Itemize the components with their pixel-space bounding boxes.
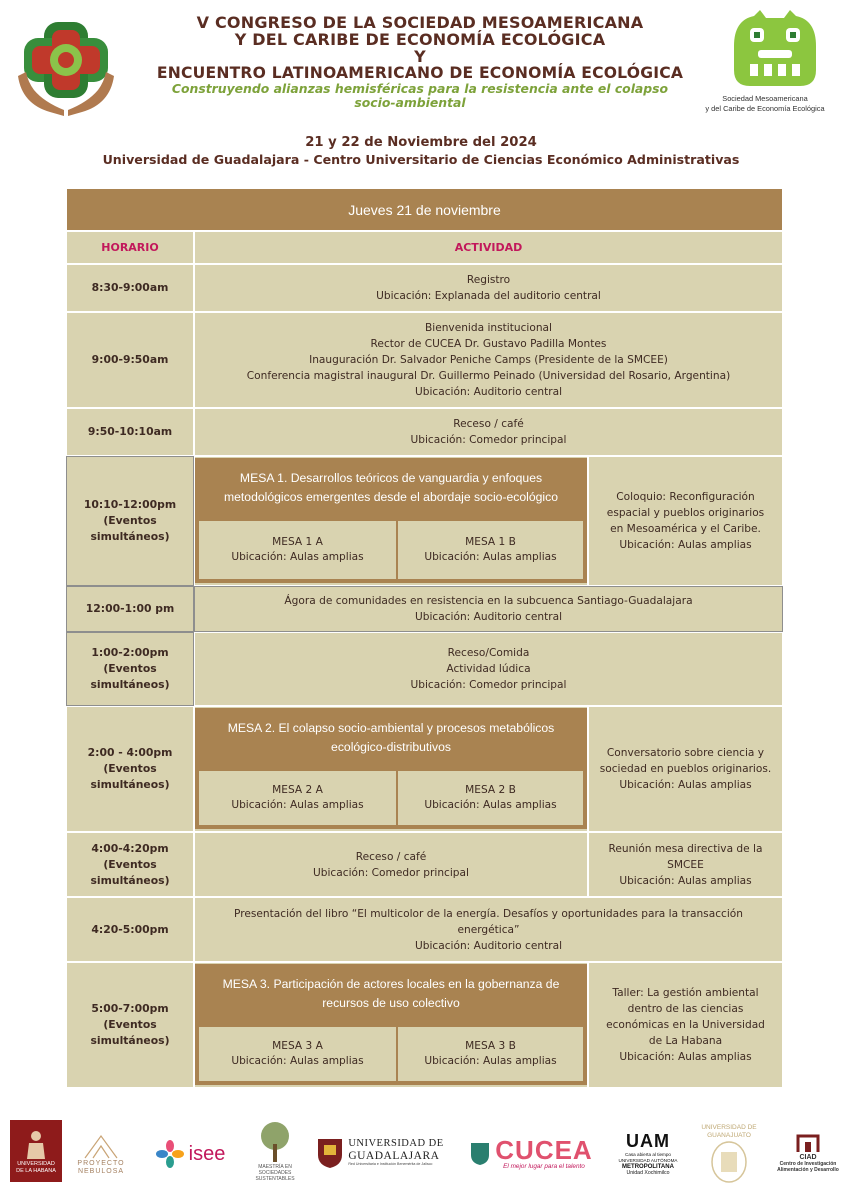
row-hour-7 [66,706,194,832]
event-venue: Universidad de Guadalajara - Centro Universitario de Ciencias Económico Administrativas [102,152,740,167]
uam-subtext: Unidad Xochimilco [626,1169,670,1176]
mesa-1a [199,521,396,579]
maestria-text: MAESTRÍA EN [258,1164,292,1170]
activity-location: Ubicación: Explanada del auditorio central [376,290,601,302]
row-hour-9: 4:20-5:00pm [66,897,194,962]
hour-note: simultáneos) [90,778,170,791]
row-activity-2 [194,312,783,408]
activity-line: Conferencia magistral inaugural Dr. Guillermo Peinado (Universidad del Rosario, Argentina) [246,370,731,382]
hour-note: simultáneos) [90,530,170,543]
uam-text: UAM [626,1130,670,1151]
mesa-1b [398,521,583,579]
ciad-subtext: Alimentación y Desarrollo [777,1166,839,1173]
udg-shield-icon [316,1135,344,1169]
side-line: espacial y pueblos originarios [606,507,765,519]
mesa-location: Ubicación: Aulas amplias [424,799,557,811]
mesa-location: Ubicación: Aulas amplias [424,551,557,563]
mesa-1-title: MESA 1. Desarrollos teóricos de vanguardia y enfoques metodológicos emergentes desde el abordaje socio-ecológico [195,458,587,517]
sponsor-logos [0,1106,842,1191]
nebulosa-logo [70,1128,132,1182]
guanajuato-seal-icon [709,1140,749,1184]
activity-line: energética” [457,923,520,936]
activity-location: Ubicación: Auditorio central [414,386,563,398]
smcee-caption-line-2: y del Caribe de Economía Ecológica [705,104,825,113]
mesa-location: Ubicación: Aulas amplias [231,1055,364,1067]
title-line-1: V CONGRESO DE LA SOCIEDAD MESOAMERICANA [196,13,644,32]
activity-line: Receso/Comida [447,647,530,659]
side-line: de La Habana [648,1035,723,1047]
side-line: Coloquio: Reconfiguración [616,491,755,503]
hour-line: 1:00-2:00pm [91,646,169,659]
nebulosa-text: PROYECTO [77,1160,125,1167]
habana-text: DE LA HABANA [16,1168,56,1174]
coloquio-cell [588,456,783,586]
hour-note: simultáneos) [90,678,170,691]
uam-subtext: Casa abierta al tiempo [625,1151,671,1157]
side-location: Ubicación: Aulas amplias [619,779,752,791]
row-hour-2: 9:00-9:50am [66,312,194,408]
mesa-3a [199,1027,396,1081]
side-line: económicas en la Universidad [606,1019,765,1031]
row-hour-1: 8:30-9:00am [66,264,194,312]
side-line: Reunión mesa directiva de la [608,842,763,855]
maestria-logo [246,1114,304,1188]
side-line: sociedad en pueblos originarios. [599,763,772,775]
row-hour-4 [66,456,194,586]
flower-icon [24,22,108,98]
habana-text: UNIVERSIDAD [17,1161,55,1167]
tent-icon [81,1134,121,1160]
schedule-table [66,188,783,1088]
mesa-2-title: MESA 2. El colapso socio-ambiental y procesos metabólicos ecológico-distributivos [195,708,587,767]
nebulosa-text: NEBULOSA [77,1168,125,1175]
cucea-shield-icon [469,1140,491,1166]
activity-line: Ágora de comunidades en resistencia en la subcuenca Santiago-Guadalajara [284,595,693,607]
activity-location: Ubicación: Comedor principal [410,434,567,446]
row-activity-5 [194,586,783,632]
mesa-location: Ubicación: Aulas amplias [231,551,364,563]
ciad-subtext: Centro de Investigación [779,1160,837,1167]
activity-line: Rector de CUCEA Dr. Gustavo Padilla Montes [370,338,607,350]
row-hour-8 [66,832,194,897]
activity-location: Ubicación: Auditorio central [414,939,563,952]
university-seal-icon [21,1127,51,1161]
cucea-text: CUCEA [495,1134,593,1165]
mesa-2a [199,771,396,825]
hour-line: 2:00 - 4:00pm [87,746,173,759]
activity-line: Presentación del libro “El multicolor de la energía. Desafíos y oportunidades para la transacción [234,907,743,920]
title-line-4: ENCUENTRO LATINOAMERICANO DE ECONOMÍA ECOLÓGICA [156,64,684,82]
hour-note: (Eventos [103,514,157,527]
tree-icon [255,1120,295,1164]
hour-note: (Eventos [103,662,157,675]
hour-note: (Eventos [103,1018,157,1031]
activity-line: Receso / café [453,418,524,430]
activity-line: Inauguración Dr. Salvador Peniche Camps (Presidente de la SMCEE) [309,354,668,366]
ciad-logo [774,1122,842,1184]
column-header-hour: HORARIO [66,231,194,264]
row-hour-10 [66,962,194,1088]
isee-text: isee [188,1142,226,1165]
ciad-text: CIAD [799,1153,817,1161]
congress-flower-hands-logo [14,16,118,120]
conversatorio-cell [588,706,783,832]
activity-location: Ubicación: Comedor principal [313,866,469,879]
congress-title [130,14,710,110]
udg-text: UNIVERSIDAD DE [348,1137,444,1149]
maestria-text: SOCIEDADES SUSTENTABLES [255,1170,295,1182]
title-line-3: Y [414,47,426,66]
activity-line: Bienvenida institucional [424,322,552,334]
guanajuato-logo [684,1120,774,1188]
title-line-2: Y DEL CARIBE DE ECONOMÍA ECOLÓGICA [234,30,606,49]
uam-logo [612,1122,684,1184]
udg-subtext: Red Universitaria e Institución Benemérita de Jalisco [348,1161,433,1166]
hour-note: (Eventos [103,762,157,775]
side-location: Ubicación: Aulas amplias [619,874,752,887]
side-location: Ubicación: Aulas amplias [619,539,752,551]
activity-location: Ubicación: Comedor principal [410,679,567,691]
row-activity-3 [194,408,783,456]
activity-location: Ubicación: Auditorio central [414,611,563,623]
isee-logo [142,1134,238,1174]
row-activity-1 [194,264,783,312]
mesa-name: MESA 3 B [465,1040,516,1052]
row-hour-6 [66,632,194,706]
mesa-name: MESA 3 A [272,1040,323,1052]
ciad-mark-icon [796,1134,820,1154]
row-hour-3: 9:50-10:10am [66,408,194,456]
udg-logo [314,1132,446,1172]
row-activity-8 [194,832,588,897]
subtitle-line-1: Construyendo alianzas hemisféricas para la resistencia ante el colapso [171,81,669,96]
habana-logo [10,1120,62,1182]
reunion-cell [588,832,783,897]
activity-line: Actividad lúdica [446,663,531,675]
mesa-name: MESA 2 B [465,784,516,796]
mesa-2b [398,771,583,825]
taller-cell [588,962,783,1088]
hour-line: 10:10-12:00pm [83,498,177,511]
side-location: Ubicación: Aulas amplias [619,1051,752,1063]
day-header: Jueves 21 de noviembre [66,188,783,231]
hour-line: 5:00-7:00pm [91,1002,169,1015]
row-hour-5: 12:00-1:00 pm [66,586,194,632]
row-activity-9 [194,897,783,962]
mesa-name: MESA 1 A [272,536,323,548]
activity-line: Receso / café [355,850,427,863]
guanajuato-text: GUANAJUATO [707,1132,751,1139]
hour-note: simultáneos) [90,873,170,887]
side-line: dentro de las ciencias [627,1003,744,1015]
side-line: Taller: La gestión ambiental [612,987,759,999]
mesa-name: MESA 2 A [272,784,323,796]
mesa-name: MESA 1 B [465,536,516,548]
mesa-location: Ubicación: Aulas amplias [231,799,364,811]
uam-subtext: UNIVERSIDAD AUTÓNOMA [618,1157,678,1163]
mesa-location: Ubicación: Aulas amplias [424,1055,557,1067]
smcee-caption-line-1: Sociedad Mesoamericana [722,94,808,103]
activity-line: Registro [466,274,511,286]
isee-petals-icon [155,1139,185,1169]
cucea-tagline: El mejor lugar para el talento [503,1162,585,1170]
hour-note: simultáneos) [90,1034,170,1047]
smcee-caption [690,94,840,114]
cucea-logo [456,1132,606,1174]
hour-note: (Eventos [103,857,157,871]
uam-subtext: METROPOLITANA [622,1163,674,1170]
hour-line: 4:00-4:20pm [91,841,169,855]
side-line: en Mesoamérica y el Caribe. [610,523,761,535]
event-date: 21 y 22 de Noviembre del 2024 [305,135,537,150]
row-activity-6 [194,632,783,706]
side-line: SMCEE [667,858,704,871]
udg-text: GUADALAJARA [348,1149,440,1162]
subtitle-line-2: socio-ambiental [354,95,466,110]
side-line: Conversatorio sobre ciencia y [606,747,765,759]
mesa-3b [398,1027,583,1081]
guanajuato-text: UNIVERSIDAD DE [701,1124,757,1131]
mesa-3-title: MESA 3. Participación de actores locales en la gobernanza de recursos de uso colectivo [195,964,587,1023]
column-header-activity: ACTIVIDAD [194,231,783,264]
